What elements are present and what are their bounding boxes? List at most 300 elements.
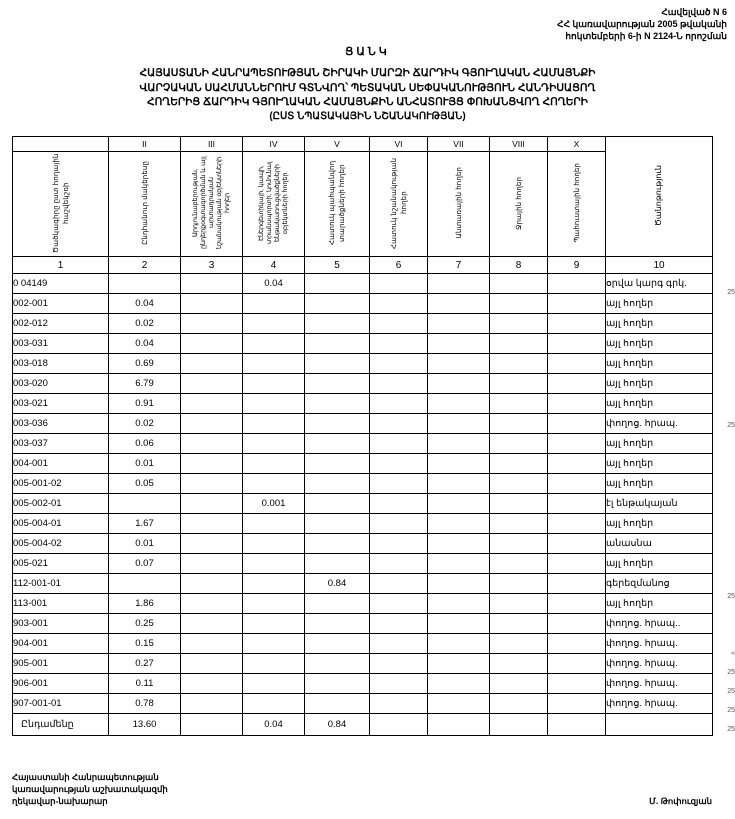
cell-note: այլ հողեր [606, 354, 713, 374]
column-header-protected [305, 152, 370, 257]
cell-forest [428, 354, 490, 374]
cell-water [490, 434, 548, 454]
cell-note: գերեզմանոց [606, 574, 713, 594]
cell-special [370, 434, 428, 454]
cell-forest [428, 454, 490, 474]
column-header-note-label: Ծանոթություն [654, 165, 663, 226]
cell-special [370, 414, 428, 434]
cell-code: 003-036 [13, 414, 109, 434]
column-header-special [370, 152, 428, 257]
cell-protected [305, 334, 370, 354]
table-row [13, 674, 713, 694]
cell-total: 0.04 [109, 334, 181, 354]
cell-special [370, 574, 428, 594]
column-header-energy-label: Էներգետիկայի, կապի, տրանսպորտի, կոմունալ ենթակառուցվածքների օբյեկտների հողեր [257, 161, 289, 245]
column-header-energy [243, 152, 305, 257]
title-line-3: ՀՈՂԵՐԻՑ ՃԱՐԴԻԿ ԳՅՈՒՂԱԿԱՆ ՀԱՄԱՅՆՔԻՆ ԱՆՀԱՏՈՒՅՑ ՓՈԽԱՆՑՎՈՂ ՀՈՂԵՐԻ [147, 96, 588, 108]
signature-name: Մ. Թոփուզյան [649, 796, 712, 806]
cell-water [490, 374, 548, 394]
table-row [13, 634, 713, 654]
cell-note: փողոց. հրապ. [606, 694, 713, 714]
cell-code: 005-004-01 [13, 514, 109, 534]
cell-special [370, 674, 428, 694]
cell-special [370, 474, 428, 494]
cell-water [490, 654, 548, 674]
column-header-forest-label: Անտառային հողեր [453, 167, 463, 239]
table-row [13, 534, 713, 554]
cell-water [490, 494, 548, 514]
cell-note: այլ հողեր [606, 434, 713, 454]
cell-industry [181, 614, 243, 634]
cell-note: անասնա [606, 534, 713, 554]
cell-forest [428, 374, 490, 394]
cell-special [370, 394, 428, 414]
cell-protected [305, 354, 370, 374]
cell-protected [305, 614, 370, 634]
cell-industry [181, 634, 243, 654]
cell-energy [243, 674, 305, 694]
cell-total: 0.69 [109, 354, 181, 374]
cell-energy [243, 594, 305, 614]
cell-total: 0.27 [109, 654, 181, 674]
cell-special [370, 514, 428, 534]
cell-special [370, 694, 428, 714]
cell-total: 0.02 [109, 314, 181, 334]
cell-code: 003-037 [13, 434, 109, 454]
column-header-total-area [109, 152, 181, 257]
cell-industry [181, 274, 243, 294]
cell-industry [181, 674, 243, 694]
cell-reserve [548, 634, 606, 654]
cell-energy [243, 554, 305, 574]
signature-position-line-1: Հայաստանի Հանրապետության [12, 772, 159, 782]
cell-energy [243, 634, 305, 654]
total-industry [181, 714, 243, 736]
cell-note: այլ հողեր [606, 394, 713, 414]
cell-code: 112-001-01 [13, 574, 109, 594]
cell-reserve [548, 554, 606, 574]
cell-reserve [548, 574, 606, 594]
cell-protected [305, 514, 370, 534]
cell-protected [305, 434, 370, 454]
cell-code: 003-021 [13, 394, 109, 414]
margin-mark: « [731, 650, 735, 657]
table-row [13, 354, 713, 374]
cell-total: 0.01 [109, 454, 181, 474]
total-water [490, 714, 548, 736]
cell-forest [428, 294, 490, 314]
cell-industry [181, 514, 243, 534]
cell-protected [305, 414, 370, 434]
cell-forest [428, 694, 490, 714]
cell-special [370, 274, 428, 294]
cell-protected: 0.84 [305, 574, 370, 594]
title-subline: (ԸՍՏ ՆՊԱՏԱԿԱՅԻՆ ՆՇԱՆԱԿՈՒԹՅԱՆ) [269, 110, 466, 122]
cell-note: օրվա կարգ գրկ. [606, 274, 713, 294]
cell-note: փողոց. հրապ. [606, 674, 713, 694]
cell-special [370, 634, 428, 654]
signature-position-line-3: ղեկավար-նախարար [12, 796, 108, 806]
cell-note: այլ հողեր [606, 314, 713, 334]
cell-forest [428, 434, 490, 454]
cell-energy [243, 394, 305, 414]
cell-protected [305, 634, 370, 654]
column-header-water [490, 152, 548, 257]
cell-energy [243, 534, 305, 554]
cell-protected [305, 554, 370, 574]
roman-cell-7: VII [428, 137, 490, 152]
cell-protected [305, 314, 370, 334]
cell-reserve [548, 594, 606, 614]
cell-reserve [548, 514, 606, 534]
cell-reserve [548, 674, 606, 694]
cell-total: 1.86 [109, 594, 181, 614]
cell-note: այլ հողեր [606, 594, 713, 614]
numbering-cell-6: 6 [370, 257, 428, 274]
cell-total: 0.07 [109, 554, 181, 574]
cell-note: այլ հողեր [606, 474, 713, 494]
column-header-reserve [548, 152, 606, 257]
cell-code: 907-001-01 [13, 694, 109, 714]
table-row [13, 494, 713, 514]
cell-reserve [548, 354, 606, 374]
cell-total [109, 274, 181, 294]
cell-total: 0.78 [109, 694, 181, 714]
cell-code: 005-021 [13, 554, 109, 574]
cell-water [490, 274, 548, 294]
cell-energy [243, 434, 305, 454]
numbering-cell-9: 9 [548, 257, 606, 274]
cell-forest [428, 674, 490, 694]
cell-special [370, 294, 428, 314]
cell-industry [181, 374, 243, 394]
column-header-reserve-label: Պահուստային հողեր [571, 163, 581, 243]
roman-cell-9: X [548, 137, 606, 152]
cell-water [490, 354, 548, 374]
roman-cell-5: V [305, 137, 370, 152]
table-row [13, 314, 713, 334]
total-protected: 0.84 [305, 714, 370, 736]
cell-special [370, 614, 428, 634]
cell-special [370, 654, 428, 674]
table-row [13, 334, 713, 354]
column-header-protected-label: Հատուկ պահպանվող տարածքների հողեր [327, 160, 346, 246]
document-title [0, 66, 735, 124]
numbering-cell-5: 5 [305, 257, 370, 274]
cell-water [490, 294, 548, 314]
cell-industry [181, 314, 243, 334]
cell-energy: 0.04 [243, 274, 305, 294]
cell-code: 005-002-01 [13, 494, 109, 514]
cell-industry [181, 574, 243, 594]
land-table [12, 136, 713, 736]
cell-water [490, 514, 548, 534]
column-header-water-label: Ջրային հողեր [513, 176, 523, 230]
cell-protected [305, 394, 370, 414]
cell-energy [243, 354, 305, 374]
cell-water [490, 414, 548, 434]
cell-code: 005-001-02 [13, 474, 109, 494]
cell-total [109, 494, 181, 514]
cell-industry [181, 594, 243, 614]
margin-mark: 25 [727, 726, 735, 733]
margin-mark: 25 [727, 707, 735, 714]
cell-water [490, 574, 548, 594]
table-row [13, 274, 713, 294]
roman-cell-2: II [109, 137, 181, 152]
cell-water [490, 634, 548, 654]
cell-industry [181, 534, 243, 554]
total-label: Ընդամենը [13, 714, 109, 736]
cell-note: այլ հողեր [606, 454, 713, 474]
cell-reserve [548, 374, 606, 394]
cell-total: 0.01 [109, 534, 181, 554]
cell-note: էլ ենթակայան [606, 494, 713, 514]
roman-cell-6: VI [370, 137, 428, 152]
total-note [606, 714, 713, 736]
cell-total: 0.06 [109, 434, 181, 454]
cell-special [370, 314, 428, 334]
cell-note: այլ հողեր [606, 554, 713, 574]
cell-code: 002-001 [13, 294, 109, 314]
cell-water [490, 394, 548, 414]
signature-block [12, 771, 712, 807]
cell-protected [305, 454, 370, 474]
cell-forest [428, 334, 490, 354]
cell-total: 0.11 [109, 674, 181, 694]
numbering-cell-8: 8 [490, 257, 548, 274]
cell-industry [181, 554, 243, 574]
cell-forest [428, 654, 490, 674]
cell-energy [243, 374, 305, 394]
total-forest [428, 714, 490, 736]
cell-energy [243, 474, 305, 494]
cell-code: 004-001 [13, 454, 109, 474]
cell-water [490, 614, 548, 634]
cell-forest [428, 274, 490, 294]
cell-note: այլ հողեր [606, 514, 713, 534]
cell-energy [243, 514, 305, 534]
cell-energy [243, 414, 305, 434]
numbering-cell-1: 1 [13, 257, 109, 274]
table-row [13, 374, 713, 394]
cell-code: 904-001 [13, 634, 109, 654]
cell-energy [243, 574, 305, 594]
roman-cell-1 [13, 137, 109, 152]
roman-cell-8: VIII [490, 137, 548, 152]
column-header-forest [428, 152, 490, 257]
cell-forest [428, 554, 490, 574]
cell-protected [305, 474, 370, 494]
cell-water [490, 534, 548, 554]
cell-water [490, 314, 548, 334]
table-row [13, 574, 713, 594]
cell-forest [428, 514, 490, 534]
table-row [13, 434, 713, 454]
cell-code: 003-018 [13, 354, 109, 374]
cell-protected [305, 374, 370, 394]
cell-forest [428, 594, 490, 614]
cell-forest [428, 394, 490, 414]
cell-energy [243, 454, 305, 474]
margin-mark: 25 [727, 593, 735, 600]
cell-energy [243, 334, 305, 354]
cell-forest [428, 574, 490, 594]
cell-special [370, 534, 428, 554]
cell-total: 1.67 [109, 514, 181, 534]
cell-protected [305, 594, 370, 614]
cell-reserve [548, 394, 606, 414]
cell-water [490, 474, 548, 494]
cell-forest [428, 534, 490, 554]
cell-water [490, 454, 548, 474]
cell-energy [243, 314, 305, 334]
table-total-row [13, 714, 713, 736]
cell-protected [305, 494, 370, 514]
column-header-note [606, 137, 713, 257]
roman-cell-3: III [181, 137, 243, 152]
cell-code: 005-004-02 [13, 534, 109, 554]
title-line-1: ՀԱՅԱՍՏԱՆԻ ՀԱՆՐԱՊԵՏՈՒԹՅԱՆ ՇԻՐԱԿԻ ՄԱՐԶԻ ՃԱՐԴԻԿ ԳՅՈՒՂԱԿԱՆ ՀԱՄԱՅՆՔԻ [139, 67, 596, 79]
cell-industry [181, 294, 243, 314]
table-row [13, 394, 713, 414]
column-header-special-label: Հատուկ նշանակության հողեր [388, 157, 408, 249]
cell-total: 6.79 [109, 374, 181, 394]
cell-protected [305, 654, 370, 674]
cell-reserve [548, 454, 606, 474]
cell-special [370, 594, 428, 614]
cell-note: փողոց. հրապ. [606, 654, 713, 674]
cell-total: 0.25 [109, 614, 181, 634]
cell-reserve [548, 494, 606, 514]
cell-reserve [548, 334, 606, 354]
cell-water [490, 674, 548, 694]
roman-cell-4: IV [243, 137, 305, 152]
cell-industry [181, 354, 243, 374]
cell-forest [428, 494, 490, 514]
cell-energy: 0.001 [243, 494, 305, 514]
cell-code: 003-020 [13, 374, 109, 394]
land-table-wrapper [12, 136, 712, 736]
cell-industry [181, 394, 243, 414]
cell-forest [428, 474, 490, 494]
cell-code: 905-001 [13, 654, 109, 674]
table-row [13, 474, 713, 494]
cell-total: 0.04 [109, 294, 181, 314]
numbering-cell-10: 10 [606, 257, 713, 274]
cell-water [490, 554, 548, 574]
column-header-code [13, 152, 109, 257]
cell-energy [243, 694, 305, 714]
cell-code: 0 04149 [13, 274, 109, 294]
cell-industry [181, 474, 243, 494]
numbering-cell-7: 7 [428, 257, 490, 274]
cell-code: 002-012 [13, 314, 109, 334]
cell-special [370, 454, 428, 474]
cell-note: այլ հողեր [606, 334, 713, 354]
cell-special [370, 334, 428, 354]
cell-protected [305, 674, 370, 694]
cell-energy [243, 654, 305, 674]
cell-water [490, 334, 548, 354]
table-row [13, 594, 713, 614]
cell-reserve [548, 474, 606, 494]
cell-reserve [548, 274, 606, 294]
cell-forest [428, 414, 490, 434]
column-header-total-area-label: Ընդհանուր մակերեսը [139, 161, 149, 245]
cell-industry [181, 434, 243, 454]
table-numbering-row [13, 257, 713, 274]
cell-industry [181, 454, 243, 474]
cell-code: 906-001 [13, 674, 109, 694]
table-row [13, 554, 713, 574]
cell-industry [181, 414, 243, 434]
cell-special [370, 554, 428, 574]
cell-code: 903-001 [13, 614, 109, 634]
cell-note: այլ հողեր [606, 294, 713, 314]
cell-note: փողոց. հրապ. [606, 414, 713, 434]
title-line-2: ՎԱՐՉԱԿԱՆ ՍԱՀՄԱՆՆԵՐՈՒՄ ԳՏՆՎՈՂ՝ ՊԵՏԱԿԱՆ ՍԵՓԱԿԱՆՈՒԹՅՈՒՆ ՀԱՆԴԻՍԱՑՈՂ [139, 81, 596, 94]
cell-total: 0.02 [109, 414, 181, 434]
cell-forest [428, 634, 490, 654]
table-row [13, 654, 713, 674]
cell-note: փողոց. հրապ. [606, 634, 713, 654]
cell-reserve [548, 654, 606, 674]
column-header-industry [181, 152, 243, 257]
table-row [13, 414, 713, 434]
cell-total: 0.05 [109, 474, 181, 494]
table-row [13, 294, 713, 314]
total-special [370, 714, 428, 736]
column-header-code-label: Ծածկագիրը ըստ հողային հաշվեկշռի [50, 153, 70, 253]
cell-industry [181, 694, 243, 714]
cell-protected [305, 274, 370, 294]
cell-industry [181, 494, 243, 514]
cell-reserve [548, 614, 606, 634]
annex-line-1: Հավելված N 6 [661, 7, 727, 17]
cell-water [490, 594, 548, 614]
total-total: 13.60 [109, 714, 181, 736]
cell-protected [305, 534, 370, 554]
cell-reserve [548, 434, 606, 454]
cell-total: 0.91 [109, 394, 181, 414]
cell-forest [428, 614, 490, 634]
total-energy: 0.04 [243, 714, 305, 736]
cell-total: 0.15 [109, 634, 181, 654]
margin-mark: 25 [727, 422, 735, 429]
cell-special [370, 354, 428, 374]
table-row [13, 514, 713, 534]
cell-code: 113-001 [13, 594, 109, 614]
cell-protected [305, 294, 370, 314]
cell-protected [305, 694, 370, 714]
margin-mark: 25 [727, 289, 735, 296]
cell-energy [243, 614, 305, 634]
document-kind: ՑԱՆԿ [345, 46, 390, 58]
margin-mark: 25 [727, 669, 735, 676]
signature-position-line-2: կառավարության աշխատակազմի [12, 784, 168, 794]
table-roman-row [13, 137, 713, 152]
annex-reference [557, 6, 727, 42]
cell-forest [428, 314, 490, 334]
cell-code: 003-031 [13, 334, 109, 354]
cell-note: փողոց. հրապ.. [606, 614, 713, 634]
numbering-cell-2: 2 [109, 257, 181, 274]
table-row [13, 454, 713, 474]
numbering-cell-4: 4 [243, 257, 305, 274]
cell-energy [243, 294, 305, 314]
total-reserve [548, 714, 606, 736]
